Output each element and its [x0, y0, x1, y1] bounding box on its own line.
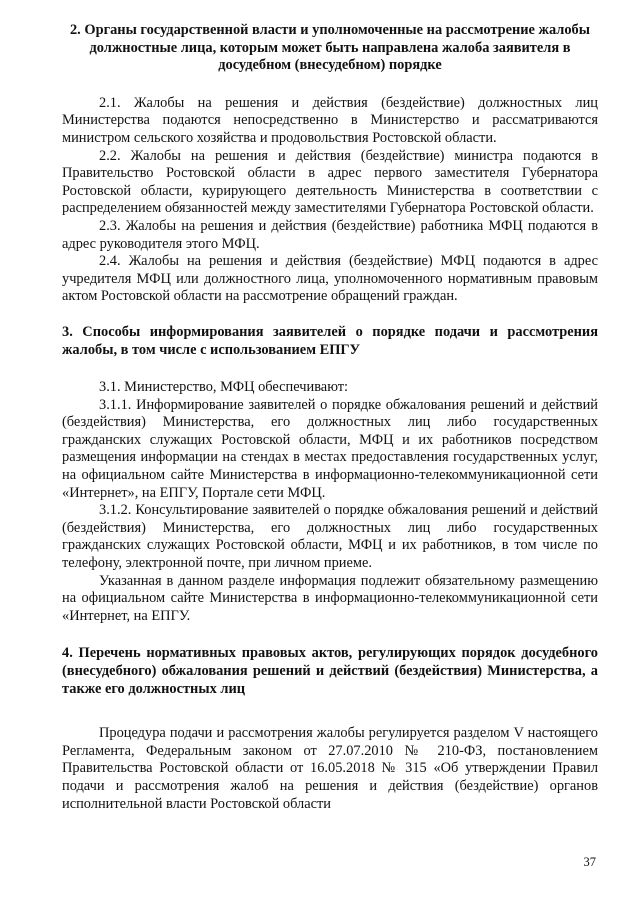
paragraph-2-3: 2.3. Жалобы на решения и действия (бездействие) работника МФЦ подаются в адрес руководителя этого МФЦ. [62, 217, 598, 252]
page-content [62, 22, 598, 813]
paragraph-2-4: 2.4. Жалобы на решения и действия (бездействие) МФЦ подаются в адрес учредителя МФЦ или должностного лица, уполномоченного нормативным правовым актом Ростовской области на рассмотрение обращений граждан. [62, 253, 598, 305]
paragraph-3-note: Указанная в данном разделе информация подлежит обязательному размещению на официальном сайте Министерства в информационно-телекоммуникационной сети «Интернет, на ЕПГУ. [62, 572, 598, 624]
section-4-heading: 4. Перечень нормативных правовых актов, регулирующих порядок досудебного (внесудебного) обжалования решений и действий (бездействия) Министерства, а также его должностных лиц [62, 645, 598, 697]
paragraph-3-1-2: 3.1.2. Консультирование заявителей о порядке обжалования решений и действий (бездействия) Министерства, его должностных лиц либо государственных гражданских служащих Ростовской области, МФЦ и их работников, в том числе по телефону, электронной почте, при личном приеме. [62, 502, 598, 572]
paragraph-3-1-1: 3.1.1. Информирование заявителей о порядке обжалования решений и действий (бездействия) Министерства, его должностных лиц либо государственных гражданских служащих Ростовской области, МФЦ и их работников посредством размещения информации на стендах в местах предоставления государственных услуг, на официальном сайте Министерства в информационно-телекоммуникационной сети «Интернет», на ЕПГУ, Портале сети МФЦ. [62, 396, 598, 501]
paragraph-3-1: 3.1. Министерство, МФЦ обеспечивают: [99, 379, 349, 396]
paragraph-4-1: Процедура подачи и рассмотрения жалобы регулируется разделом V настоящего Регламента, Федеральным законом от 27.07.2010 № 210-ФЗ, постановлением Правительства Ростовской области от 16.05.2018 № 315 «Об утверждении Правил подачи и рассмотрения жалоб на решения и действия (бездействие) органов исполнительной власти Ростовской области [62, 725, 598, 812]
paragraph-2-1: 2.1. Жалобы на решения и действия (бездействие) должностных лиц Министерства подаются непосредственно в Министерство и рассматриваются министром сельского хозяйства и продовольствия Ростовской области. [62, 94, 598, 146]
section-3-heading: 3. Способы информирования заявителей о порядке подачи и рассмотрения жалобы, в том числе с использованием ЕПГУ [62, 323, 598, 358]
paragraph-2-2: 2.2. Жалобы на решения и действия (бездействие) министра подаются в Правительство Ростовской области в адрес первого заместителя Губернатора Ростовской области, курирующего деятельность Министерства в соответствии с распределением обязанностей между заместителями Губернатора Ростовской области. [62, 147, 598, 217]
section-2-heading: 2. Органы государственной власти и уполномоченные на рассмотрение жалобы должностные лица, которым может быть направлена жалоба заявителя в досудебном (внесудебном) порядке [69, 22, 590, 74]
page-number: 37 [583, 855, 596, 869]
